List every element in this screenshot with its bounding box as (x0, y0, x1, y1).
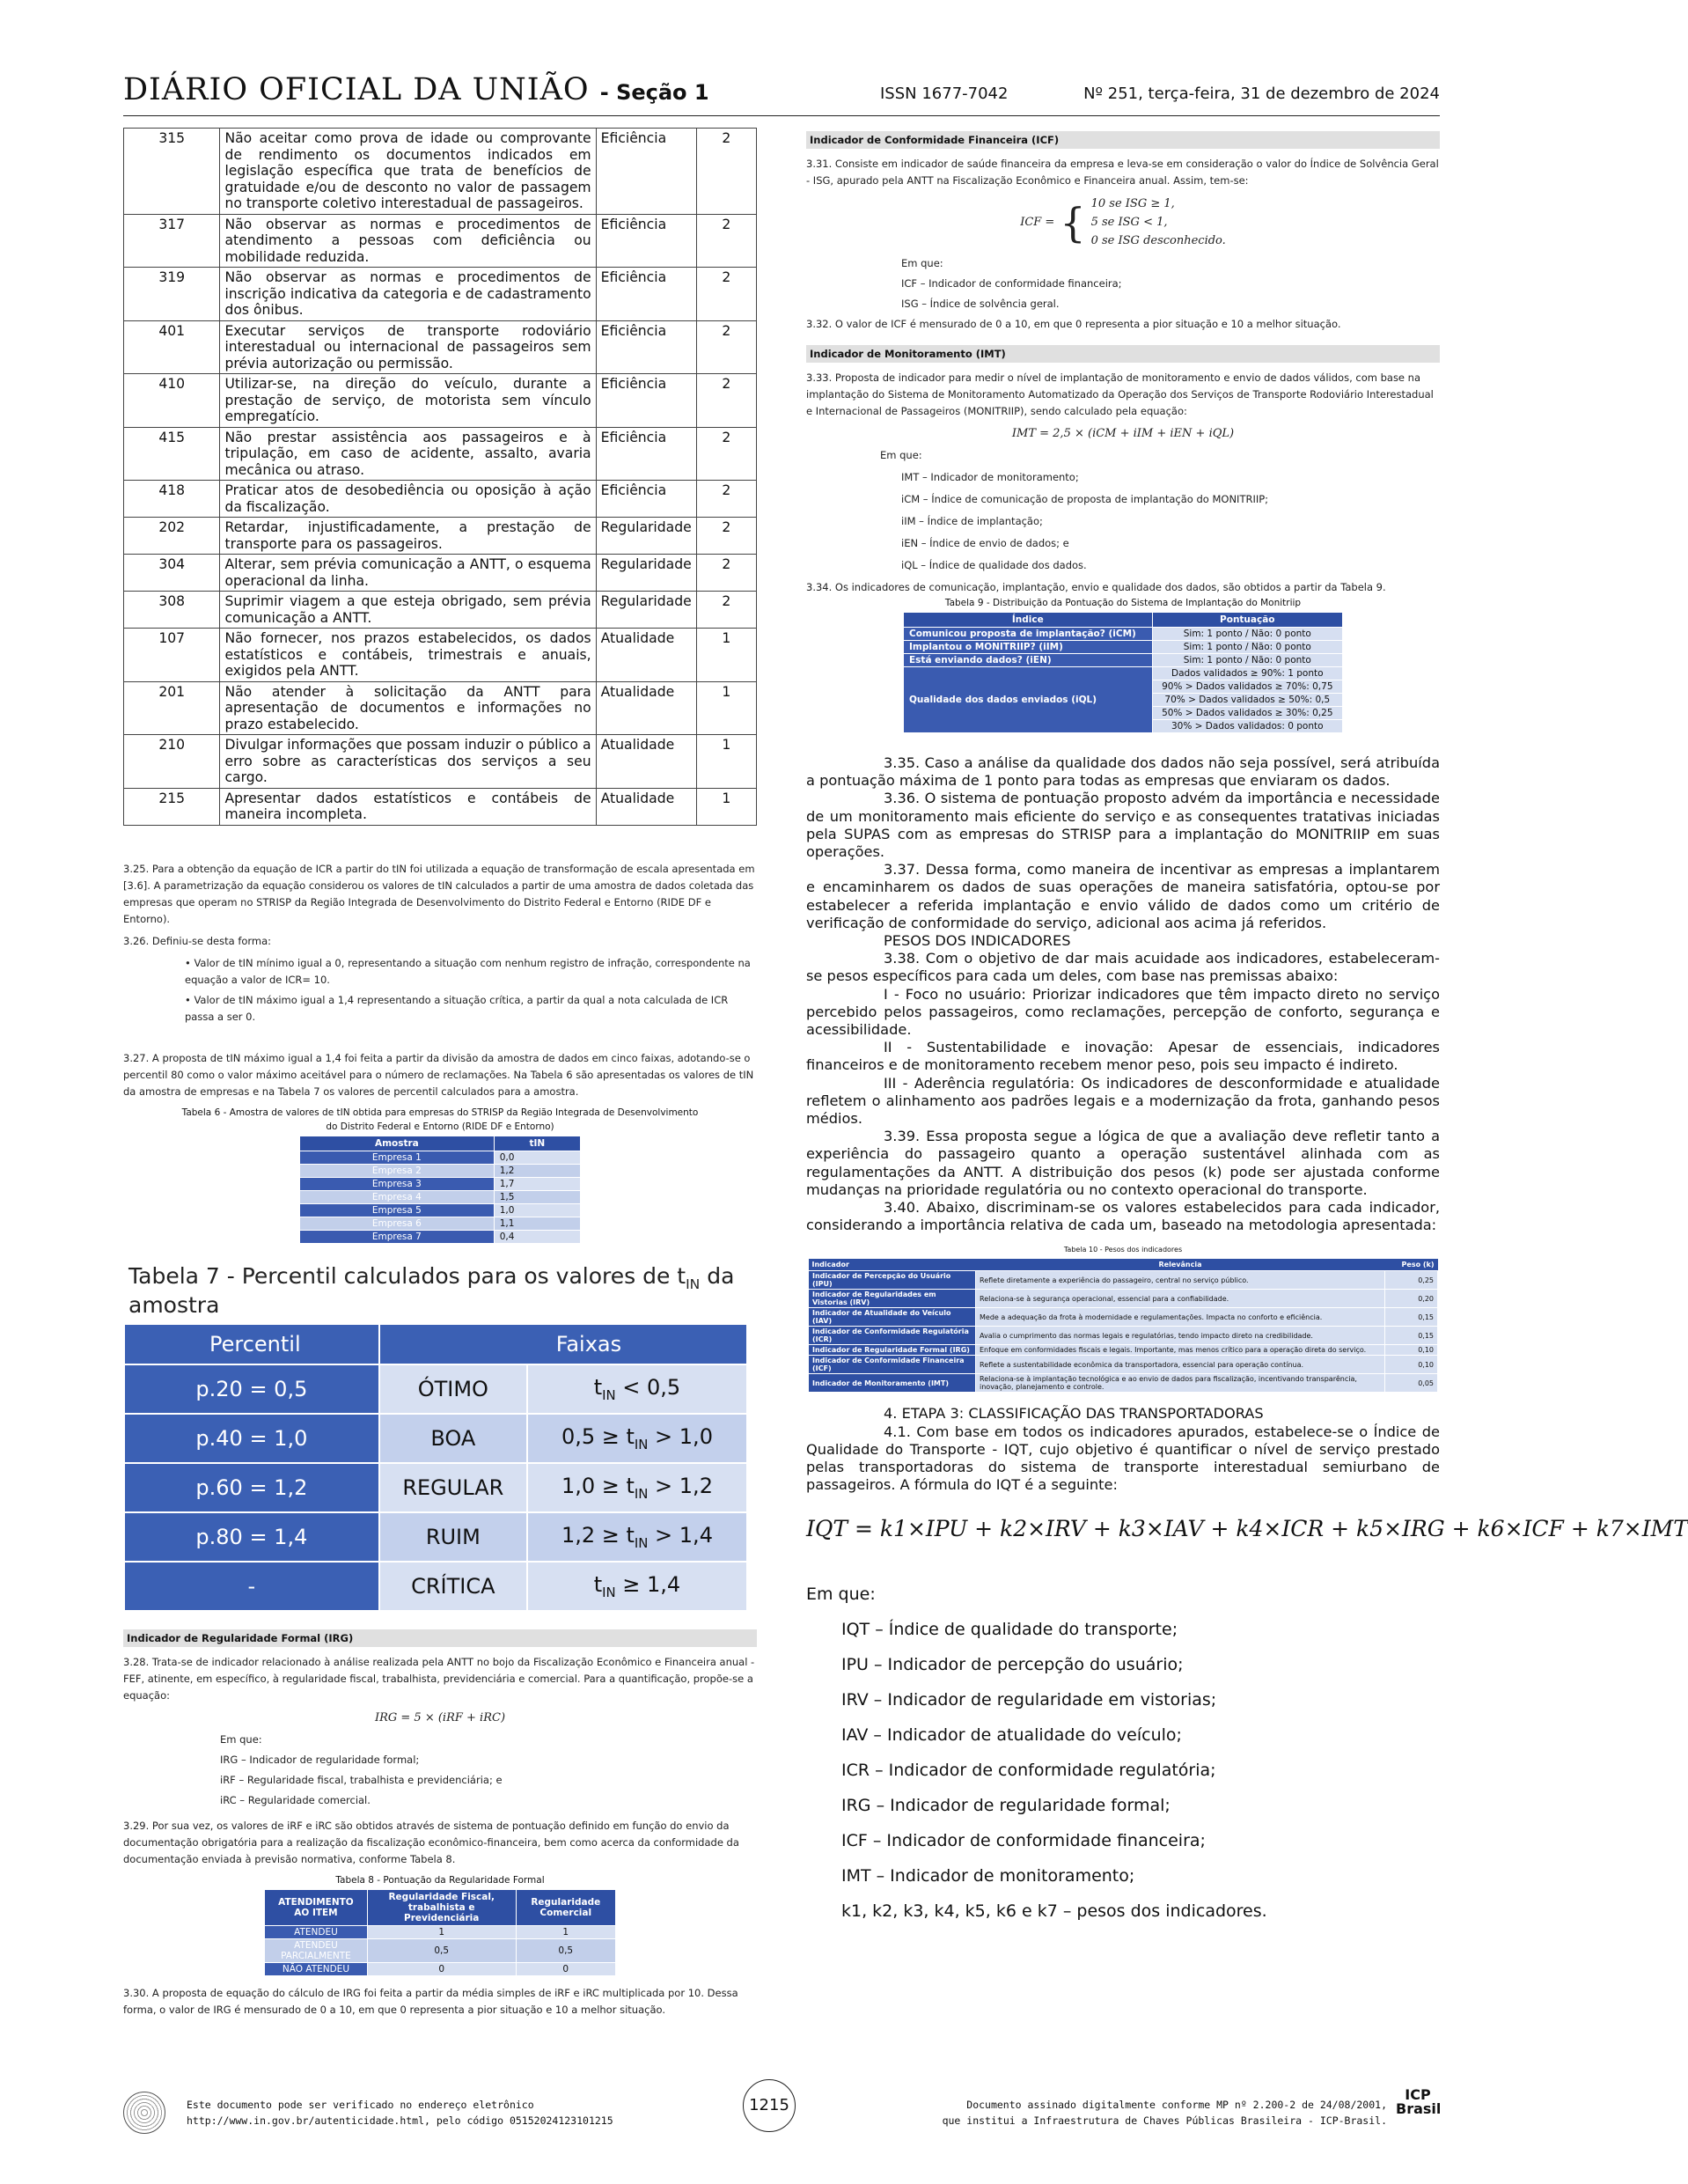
indicator-relevance: Enfoque em conformidades fiscais e legais. Importante, mas menos crítico para a operação direta do serviço. (976, 1345, 1385, 1356)
paragraph-3-28: 3.28. Trata-se de indicador relacionado à análise realizada pela ANTT no bojo da Fiscalização Econômico e Financeira anual - FEF, atinente, em específico, à regularidade fiscal, trabalhista, previdenciária e comercial. Para a quantificação, propõe-se a equação: (123, 1655, 755, 1702)
infraction-code: 317 (124, 214, 220, 268)
infraction-description: Praticar atos de desobediência ou oposição à ação da fiscalização. (220, 481, 596, 518)
table-cell: ATENDEU (265, 1925, 368, 1938)
infraction-category: Regularidade (596, 592, 696, 629)
infraction-category: Atualidade (596, 735, 696, 789)
range: $1,2 \ge t_{IN} > 1,4$ (527, 1512, 747, 1562)
indicator-relevance: Avalia o cumprimento das normas legais e regulatórias, tendo impacto direto na credibilidade. (976, 1327, 1385, 1345)
paragraph-3-31: 3.31. Consiste em indicador de saúde financeira da empresa e leva-se em consideração o valor do Índice de Solvência Geral - ISG, apurado pela ANTT na Fiscalização Econômico e Financeira anual. Assim, tem-se: (806, 158, 1439, 187)
heading-etapa-3: 4. ETAPA 3: CLASSIFICAÇÃO DAS TRANSPORTADORAS (884, 1405, 1264, 1423)
infraction-code: 410 (124, 374, 220, 428)
table-header: Índice (904, 613, 1153, 628)
bullet-2: • Valor de tIN máximo igual a 1,4 representando a situação crítica, a partir da qual a nota calculada de ICR passa a ser 0. (185, 993, 729, 1023)
sample-name: Empresa 3 (300, 1177, 495, 1190)
index-name: Está enviando dados? (iEN) (904, 654, 1153, 667)
def-icm: iCM – Índice de comunicação de proposta de implantação do MONITRIIP; (901, 493, 1269, 505)
sample-name: Empresa 6 (300, 1217, 495, 1230)
iqt-legend (806, 1577, 1440, 1929)
table-row (124, 481, 757, 518)
paragraph-3-29: 3.29. Por sua vez, os valores de iRF e iRC são obtidos através de sistema de pontuação definido em função do envio da documentação obrigatória para a realização da fiscalização econômico-financeira, bem como acerca da conformidade da documentação enviada à previsão normativa, conforme Tabela 8. (123, 1819, 739, 1865)
em-que-imt: Em que: (880, 449, 922, 461)
infraction-description: Não observar as normas e procedimentos de atendimento a pessoas com deficiência ou mobilidade reduzida. (220, 214, 596, 268)
table-row (300, 1217, 581, 1230)
table-row (124, 788, 757, 825)
section-label: - Seção 1 (599, 80, 709, 105)
paragraph-3-37: 3.37. Dessa forma, como maneira de incentivar as empresas a implantarem e encaminharem os dados de suas operações de maneira satisfatória, optou-se por estabelecer a referida implantação e envio válido de dados como um critério de verificação de conformidade do serviço, adicional aos acima já referidos. (806, 861, 1440, 931)
paragraph-3-27: 3.27. A proposta de tIN máximo igual a 1,4 foi feita a partir da divisão da amostra de dados em cinco faixas, adotando-se o percentil 80 como o valor máximo aceitável para o número de reclamações. Na Tabela 6 são apresentadas os valores de tIN da amostra de empresas e na Tabela 7 os valores de percentil calculados para a amostra. (123, 1051, 754, 1098)
table-row (124, 735, 757, 789)
table-row (124, 592, 757, 629)
table-row (300, 1164, 581, 1177)
indicator-relevance: Mede a adequação da frota à modernidade e regulamentações. Impacta no conforto e eficiência. (976, 1308, 1385, 1327)
sample-value: 1,5 (494, 1190, 580, 1203)
icf-section-bar: Indicador de Conformidade Financeira (ICF) (806, 131, 1440, 149)
table-header: Regularidade Fiscal, trabalhista e Previdenciária (367, 1889, 516, 1925)
index-score: 50% > Dados validados ≥ 30%: 0,25 (1152, 707, 1342, 720)
indicator-name: Indicador de Percepção do Usuário (IPU) (809, 1271, 976, 1290)
infraction-description: Executar serviços de transporte rodoviário interestadual ou internacional de passageiros sem prévia autorização ou permissão. (220, 320, 596, 374)
imt-section-bar: Indicador de Monitoramento (IMT) (806, 345, 1440, 363)
table-row (124, 374, 757, 428)
table-7 (123, 1323, 748, 1612)
table-cell: 0 (367, 1962, 516, 1975)
table-row (300, 1177, 581, 1190)
premise-ii: II - Sustentabilidade e inovação: Apesar de essenciais, indicadores financeiros e de monitoramento recebem menor peso, pois seu impacto é indireto. (806, 1039, 1440, 1074)
infraction-description: Não fornecer, nos prazos estabelecidos, os dados estatísticos e contábeis, trimestrais e anuais, exigidos pela ANTT. (220, 629, 596, 682)
table-row (809, 1356, 1438, 1374)
infraction-category: Eficiência (596, 481, 696, 518)
rating: BOA (379, 1414, 527, 1463)
def-imt: IMT – Indicador de monitoramento; (901, 471, 1079, 483)
infraction-code: 315 (124, 129, 220, 215)
infraction-weight: 2 (696, 214, 756, 268)
em-que-icf: Em que: (901, 257, 943, 269)
infraction-weight: 1 (696, 735, 756, 789)
rating: RUIM (379, 1512, 527, 1562)
footer-verification: Este documento pode ser verificado no endereço eletrônico http://www.in.gov.br/autenticidade.html, pelo código 05152024123101215 (187, 2099, 613, 2127)
sample-value: 0,0 (494, 1151, 580, 1164)
sample-value: 1,0 (494, 1203, 580, 1217)
legend-item: IPU – Indicador de percepção do usuário; (841, 1654, 1184, 1674)
table-row (124, 681, 757, 735)
table-header: Relevância (976, 1259, 1385, 1271)
infraction-code: 415 (124, 427, 220, 481)
paragraph-3-38: 3.38. Com o objetivo de dar mais acuidade aos indicadores, estabeleceram-se pesos específicos para cada um deles, com base nas premissas abaixo: (806, 950, 1440, 985)
def-isg: ISG – Índice de solvência geral. (901, 298, 1060, 310)
index-score: Sim: 1 ponto / Não: 0 ponto (1152, 641, 1342, 654)
rating: CRÍTICA (379, 1562, 527, 1611)
rating: REGULAR (379, 1463, 527, 1512)
infraction-weight: 2 (696, 518, 756, 555)
table-6 (299, 1136, 581, 1244)
infraction-code: 418 (124, 481, 220, 518)
table-row (265, 1938, 616, 1962)
infraction-code: 201 (124, 681, 220, 735)
infraction-description: Apresentar dados estatísticos e contábeis de maneira incompleta. (220, 788, 596, 825)
sample-value: 1,2 (494, 1164, 580, 1177)
equation-iqt: IQT = k1×IPU + k2×IRV + k3×IAV + k4×ICR + k5×IRG + k6×ICF + k7×IMT (806, 1515, 1688, 1541)
indicator-relevance: Relaciona-se à segurança operacional, essencial para a confiabilidade. (976, 1290, 1385, 1308)
paragraph-3-35: 3.35. Caso a análise da qualidade dos dados não seja possível, será atribuída a pontuação máxima de 1 ponto para todas as empresas que enviaram os dados. (806, 754, 1440, 790)
table-row (809, 1290, 1438, 1308)
table-cell: 1 (367, 1925, 516, 1938)
infraction-code: 107 (124, 629, 220, 682)
table-cell: ATENDEU PARCIALMENTE (265, 1938, 368, 1962)
range: $0,5 \ge t_{IN} > 1,0$ (527, 1414, 747, 1463)
table-row (809, 1308, 1438, 1327)
table-row (124, 268, 757, 321)
table-row (124, 320, 757, 374)
infraction-category: Eficiência (596, 427, 696, 481)
legend-item: IRG – Indicador de regularidade formal; (841, 1795, 1171, 1815)
infraction-weight: 2 (696, 129, 756, 215)
table-row (124, 1414, 747, 1463)
table-cell: 0,5 (516, 1938, 615, 1962)
table-cell: 0,5 (367, 1938, 516, 1962)
table-header: ATENDIMENTO AO ITEM (265, 1889, 368, 1925)
sample-value: 0,4 (494, 1230, 580, 1243)
indicator-relevance: Relaciona-se à implantação tecnológica e ao envio de dados para fiscalização, incentivando transparência, inovação, planejamento e controle. (976, 1374, 1385, 1393)
percentile: - (124, 1562, 379, 1611)
bullet-1: • Valor de tIN mínimo igual a 0, representando a situação com nenhum registro de infração, correspondente na equação a valor de ICR= 10. (185, 956, 751, 986)
infraction-weight: 2 (696, 374, 756, 428)
index-name: Implantou o MONITRIIP? (iIM) (904, 641, 1153, 654)
table-10 (808, 1259, 1438, 1393)
paragraph-3-33: 3.33. Proposta de indicador para medir o nível de implantação de monitoramento e envio de dados válidos, com base na implantação do Sistema de Monitoramento Automatizado da Operação dos Serviços de Transporte Rodoviário Interestadual e Internacional de Passageiros (MONITRIIP), sendo calculado pela equação: (806, 371, 1434, 417)
infraction-description: Retardar, injustificadamente, a prestação de transporte para os passageiros. (220, 518, 596, 555)
infraction-category: Atualidade (596, 788, 696, 825)
equation-icf: ICF = { 10 se ISG ≥ 1, 5 se ISG < 1, 0 se ISG desconhecido. (1020, 197, 1226, 247)
sample-name: Empresa 4 (300, 1190, 495, 1203)
table-header: Indicador (809, 1259, 976, 1271)
table-9 (903, 612, 1343, 733)
infraction-category: Regularidade (596, 555, 696, 592)
em-que-label: Em que: (220, 1732, 262, 1746)
percentile: p.80 = 1,4 (124, 1512, 379, 1562)
infraction-description: Não observar as normas e procedimentos de inscrição indicativa da categoria e de cadastramento dos ônibus. (220, 268, 596, 321)
table-header: Percentil (124, 1324, 379, 1364)
section-3-31 (806, 156, 1440, 333)
table-header: Pontuação (1152, 613, 1342, 628)
percentile: p.60 = 1,2 (124, 1463, 379, 1512)
table-row (124, 1364, 747, 1414)
indicator-weight: 0,25 (1385, 1271, 1438, 1290)
index-score: 70% > Dados validados ≥ 50%: 0,5 (1152, 694, 1342, 707)
range: $t_{IN} \ge 1,4$ (527, 1562, 747, 1611)
rating: ÓTIMO (379, 1364, 527, 1414)
range: $t_{IN} < 0,5$ (527, 1364, 747, 1414)
legend-item: k1, k2, k3, k4, k5, k6 e k7 – pesos dos indicadores. (841, 1901, 1267, 1921)
legend-item: ICF – Indicador de conformidade financeira; (841, 1830, 1206, 1850)
icp-brasil-logo: ICP Brasil (1396, 2086, 1442, 2117)
index-score: 30% > Dados validados: 0 ponto (1152, 720, 1342, 733)
legend-item: IRV – Indicador de regularidade em vistorias; (841, 1689, 1217, 1710)
table-row (124, 214, 757, 268)
indicator-name: Indicador de Conformidade Regulatória (ICR) (809, 1327, 976, 1345)
legend-item: IQT – Índice de qualidade do transporte; (841, 1619, 1178, 1639)
paragraph-3-34: 3.34. Os indicadores de comunicação, implantação, envio e qualidade dos dados, são obtidos a partir da Tabela 9. (806, 581, 1386, 593)
sample-name: Empresa 7 (300, 1230, 495, 1243)
index-score: Sim: 1 ponto / Não: 0 ponto (1152, 654, 1342, 667)
irg-section-bar: Indicador de Regularidade Formal (IRG) (123, 1629, 757, 1647)
infraction-category: Atualidade (596, 629, 696, 682)
table-row (300, 1151, 581, 1164)
republic-seal-icon (123, 2092, 165, 2134)
range: $1,0 \ge t_{IN} > 1,2$ (527, 1463, 747, 1512)
table-row (300, 1203, 581, 1217)
def-iql: iQL – Índice de qualidade dos dados. (901, 559, 1087, 571)
infraction-category: Eficiência (596, 129, 696, 215)
section-3-33 (806, 370, 1440, 596)
table-row (809, 1345, 1438, 1356)
issn: ISSN 1677-7042 (880, 85, 1009, 103)
left-column (123, 128, 757, 2019)
table-header: Amostra (300, 1136, 495, 1151)
table-row (904, 654, 1343, 667)
footer-signature: Documento assinado digitalmente conforme MP nº 2.200-2 de 24/08/2001, que institui a Infraestrutura de Chaves Públicas Brasileira - ICP-Brasil. (942, 2099, 1387, 2127)
table-row (124, 518, 757, 555)
table-cell: 1 (516, 1925, 615, 1938)
table-10-caption: Tabela 10 - Pesos dos indicadores (1063, 1246, 1183, 1254)
indicator-name: Indicador de Atualidade do Veículo (IAV) (809, 1308, 976, 1327)
infraction-weight: 2 (696, 320, 756, 374)
infraction-weight: 1 (696, 629, 756, 682)
premise-i: I - Foco no usuário: Priorizar indicadores que têm impacto direto no serviço percebido pelos passageiros, como reclamações, percepção de conforto, segurança e acessibilidade. (806, 985, 1440, 1039)
sample-name: Empresa 1 (300, 1151, 495, 1164)
sample-name: Empresa 2 (300, 1164, 495, 1177)
indicator-name: Indicador de Conformidade Financeira (ICF) (809, 1356, 976, 1374)
indicator-name: Indicador de Monitoramento (IMT) (809, 1374, 976, 1393)
section-3-28 (123, 1654, 757, 1868)
infraction-code: 401 (124, 320, 220, 374)
table-header: tIN (494, 1136, 580, 1151)
table-row (124, 1562, 747, 1611)
infraction-description: Não prestar assistência aos passageiros e à tripulação, em caso de acidente, assalto, avaria mecânica ou atraso. (220, 427, 596, 481)
paragraph-3-40: 3.40. Abaixo, discriminam-se os valores estabelecidos para cada indicador, considerando a importância relativa de cada um, baseado na metodologia apresentada: (806, 1199, 1440, 1234)
table-row (300, 1190, 581, 1203)
percentile: p.20 = 0,5 (124, 1364, 379, 1414)
table-cell: NÃO ATENDEU (265, 1962, 368, 1975)
table-8-caption: Tabela 8 - Pontuação da Regularidade Formal (335, 1874, 545, 1886)
infraction-code: 308 (124, 592, 220, 629)
table-9-caption: Tabela 9 - Distribuição da Pontuação do Sistema de Implantação do Monitriip (944, 598, 1302, 608)
equation-irg: IRG = 5 × (iRF + iRC) (374, 1710, 506, 1724)
table-row (904, 641, 1343, 654)
legend-item: IAV – Indicador de atualidade do veículo; (841, 1724, 1182, 1745)
table-row (265, 1925, 616, 1938)
table-cell: 0 (516, 1962, 615, 1975)
table-8 (264, 1889, 616, 1976)
table-header: Regularidade Comercial (516, 1889, 615, 1925)
table-row (124, 129, 757, 215)
heading-pesos: PESOS DOS INDICADORES (884, 932, 1071, 950)
table-header: Faixas (379, 1324, 747, 1364)
table-row (904, 667, 1343, 680)
infraction-weight: 2 (696, 427, 756, 481)
indicator-weight: 0,15 (1385, 1327, 1438, 1345)
table-row (124, 1463, 747, 1512)
indicator-name: Indicador de Regularidade Formal (IRG) (809, 1345, 976, 1356)
sample-value: 1,7 (494, 1177, 580, 1190)
table-header: Peso (k) (1385, 1259, 1438, 1271)
indicator-weight: 0,15 (1385, 1308, 1438, 1327)
table-row (809, 1271, 1438, 1290)
page-footer (123, 2086, 1442, 2144)
infraction-category: Regularidade (596, 518, 696, 555)
infraction-code: 319 (124, 268, 220, 321)
paragraph-4-1: 4.1. Com base em todos os indicadores apurados, estabelece-se o Índice de Qualidade do Transporte - IQT, cujo objetivo é quantificar o nível de serviço prestado pelas transportadoras do sistema de transporte interestadual semiurbano de passageiros. A fórmula do IQT é a seguinte: (806, 1423, 1440, 1494)
def-ien: iEN – Índice de envio de dados; e (901, 537, 1069, 549)
infraction-code: 304 (124, 555, 220, 592)
page-header (123, 72, 1440, 116)
paragraph-3-30: 3.30. A proposta de equação do cálculo de IRG foi feita a partir da média simples de iRF e iRC multiplicada por 10. Dessa forma, o valor de IRG é mensurado de 0 a 10, em que 0 representa a pior situação e 10 a melhor situação. (123, 1986, 738, 2016)
section-3-25 (123, 861, 757, 1100)
def-irg: IRG – Indicador de regularidade formal; (220, 1753, 420, 1766)
infraction-category: Eficiência (596, 320, 696, 374)
table-row (124, 555, 757, 592)
infraction-weight: 2 (696, 481, 756, 518)
table-7-title: Tabela 7 - Percentil calculados para os valores de $t_{IN}$ da amostra (128, 1262, 735, 1318)
paragraph-3-39: 3.39. Essa proposta segue a lógica de que a avaliação deve refletir tanto a experiência do passageiro quanto a operação sustentável alinhada com as regulamentações da ANTT. A distribuição dos pesos (k) pode ser ajustada conforme mudanças na prioridade regulatória ou no contexto operacional do transporte. (806, 1128, 1440, 1198)
sample-name: Empresa 5 (300, 1203, 495, 1217)
equation-imt: IMT = 2,5 × (iCM + iIM + iEN + iQL) (1011, 427, 1235, 440)
index-score: Dados validados ≥ 90%: 1 ponto (1152, 667, 1342, 680)
table-row (124, 629, 757, 682)
infraction-category: Eficiência (596, 374, 696, 428)
index-score: 90% > Dados validados ≥ 70%: 0,75 (1152, 680, 1342, 694)
paragraph-3-32: 3.32. O valor de ICF é mensurado de 0 a 10, em que 0 representa a pior situação e 10 a melhor situação. (806, 318, 1341, 330)
infraction-category: Eficiência (596, 268, 696, 321)
table-row (265, 1962, 616, 1975)
infraction-category: Eficiência (596, 214, 696, 268)
etapa-3 (806, 1405, 1440, 1494)
infraction-code: 210 (124, 735, 220, 789)
infraction-description: Alterar, sem prévia comunicação a ANTT, o esquema operacional da linha. (220, 555, 596, 592)
infraction-weight: 1 (696, 681, 756, 735)
indicator-name: Indicador de Regularidades em Vistorias (IRV) (809, 1290, 976, 1308)
table-row (809, 1374, 1438, 1393)
index-score: Sim: 1 ponto / Não: 0 ponto (1152, 628, 1342, 641)
infractions-table (123, 128, 757, 826)
table-row (809, 1327, 1438, 1345)
paragraph-3-26: 3.26. Definiu-se desta forma: (123, 934, 272, 947)
legend-item: ICR – Indicador de conformidade regulatória; (841, 1760, 1216, 1780)
table-row (300, 1230, 581, 1243)
infraction-category: Atualidade (596, 681, 696, 735)
issue-number-date: Nº 251, terça-feira, 31 de dezembro de 2024 (1083, 85, 1440, 103)
legend-item: IMT – Indicador de monitoramento; (841, 1865, 1135, 1886)
indicator-weight: 0,10 (1385, 1356, 1438, 1374)
def-irf: iRF – Regularidade fiscal, trabalhista e previdenciária; e (220, 1773, 503, 1786)
infraction-description: Utilizar-se, na direção do veículo, durante a prestação de serviço, de motorista sem vínculo empregatício. (220, 374, 596, 428)
infraction-weight: 2 (696, 592, 756, 629)
indicator-weight: 0,20 (1385, 1290, 1438, 1308)
infraction-description: Suprimir viagem a que esteja obrigado, sem prévia comunicação a ANTT. (220, 592, 596, 629)
page-number: 1215 (743, 2079, 796, 2132)
def-irc: iRC – Regularidade comercial. (220, 1793, 371, 1806)
infraction-weight: 2 (696, 555, 756, 592)
table-row (124, 1512, 747, 1562)
indicator-relevance: Reflete diretamente a experiência do passageiro, central no serviço público. (976, 1271, 1385, 1290)
def-iim: iIM – Índice de implantação; (901, 515, 1043, 527)
right-column (806, 128, 1688, 1929)
table-row (124, 427, 757, 481)
em-que-iqt: Em que: (806, 1584, 876, 1604)
indicator-weight: 0,05 (1385, 1374, 1438, 1393)
infraction-code: 215 (124, 788, 220, 825)
infraction-weight: 2 (696, 268, 756, 321)
journal-title: DIÁRIO OFICIAL DA UNIÃO - Seção 1 (123, 72, 709, 107)
body-text-right (806, 754, 1440, 1234)
premise-iii: III - Aderência regulatória: Os indicadores de desconformidade e atualidade refletem o alinhamento aos padrões legais e a modernização da frota, ganhando pesos médios. (806, 1074, 1440, 1128)
sample-value: 1,1 (494, 1217, 580, 1230)
infraction-description: Não atender à solicitação da ANTT para apresentação de documentos e informações no prazo estabelecido. (220, 681, 596, 735)
def-icf: ICF – Indicador de conformidade financeira; (901, 277, 1122, 290)
table-row (904, 628, 1343, 641)
paragraph-3-25: 3.25. Para a obtenção da equação de ICR a partir do tIN foi utilizada a equação de transformação de escala apresentada em [3.6]. A parametrização da equação considerou os valores de tIN calculados a partir de uma amostra de dados coletada das empresas que operam no STRISP da Região Integrada de Desenvolvimento do Distrito Federal e Entorno (RIDE DF e Entorno). (123, 862, 755, 925)
infraction-description: Divulgar informações que possam induzir o público a erro sobre as características dos serviços a seu cargo. (220, 735, 596, 789)
paragraph-3-36: 3.36. O sistema de pontuação proposto advém da importância e necessidade de um monitoramento mais eficiente do serviço e as consequentes tratativas iniciadas pela SUPAS com as empresas do STRISP para a implantação do MONITRIIP em suas operações. (806, 790, 1440, 861)
infraction-weight: 1 (696, 788, 756, 825)
index-name: Comunicou proposta de implantação? (iCM) (904, 628, 1153, 641)
infraction-code: 202 (124, 518, 220, 555)
table-6-caption: Tabela 6 - Amostra de valores de tIN obtida para empresas do STRISP da Região Integrada de Desenvolvimento do Distrito Federal e Entorno (RIDE DF e Entorno) (181, 1107, 699, 1132)
infraction-description: Não aceitar como prova de idade ou comprovante de rendimento os documentos indicados em legislação específica que trata de benefícios de gratuidade e/ou de desconto no valor de passagem no transporte coletivo interestadual de passageiros. (220, 129, 596, 215)
indicator-relevance: Reflete a sustentabilidade econômica da transportadora, essencial para operação contínua. (976, 1356, 1385, 1374)
percentile: p.40 = 1,0 (124, 1414, 379, 1463)
index-name: Qualidade dos dados enviados (iQL) (904, 667, 1153, 733)
indicator-weight: 0,10 (1385, 1345, 1438, 1356)
